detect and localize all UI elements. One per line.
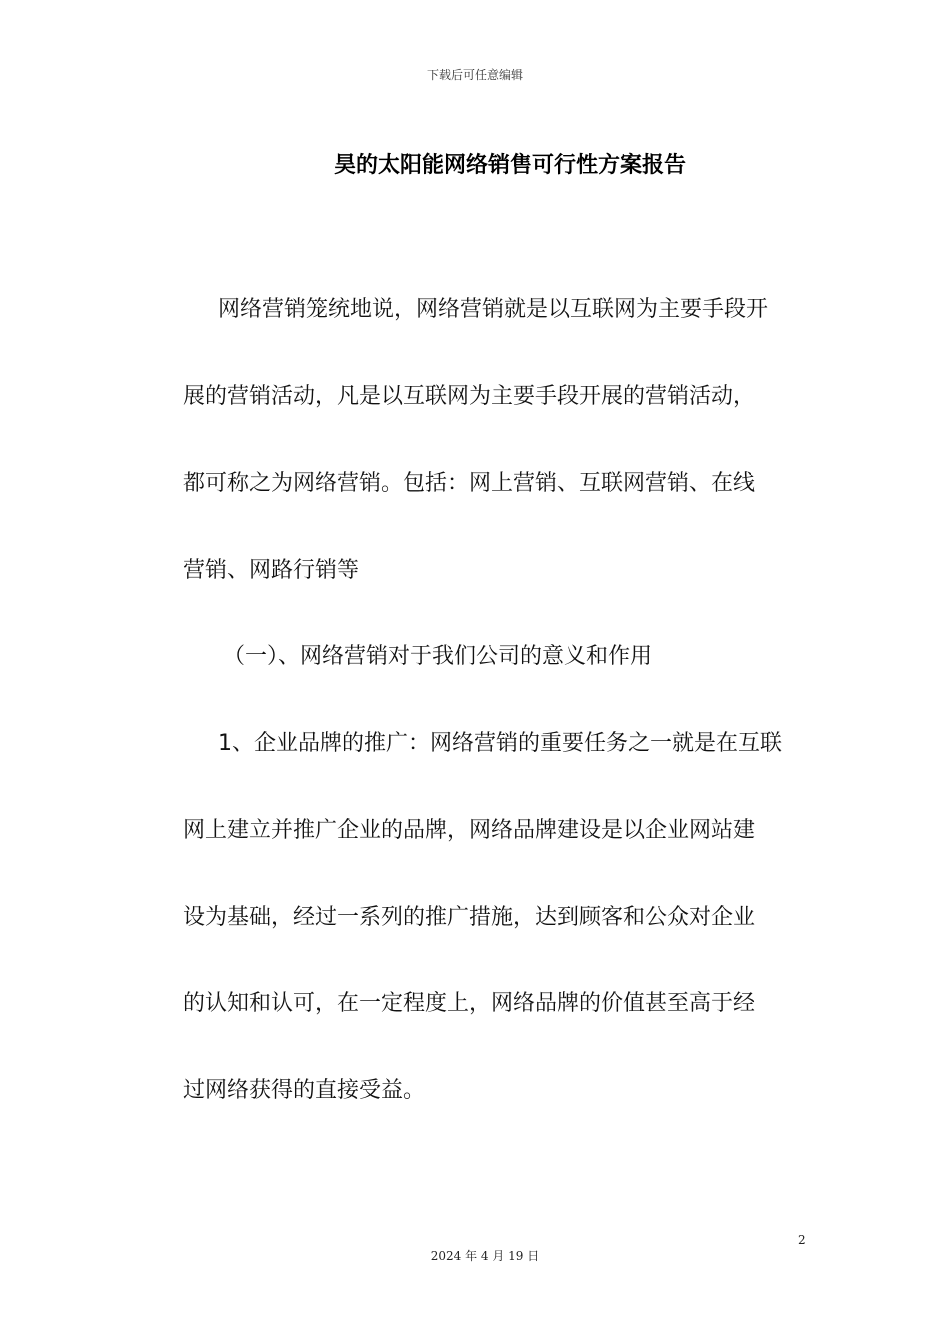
footer-date: 2024 年 4 月 19 日	[430, 1249, 540, 1263]
page-number: 2	[798, 1233, 806, 1247]
paragraph-line-5: 1、企业品牌的推广：网络营销的重要任务之一就是在互联	[218, 731, 782, 756]
paragraph-line-8: 的认知和认可，在一定程度上，网络品牌的价值甚至高于经	[183, 991, 756, 1016]
page-header: 下载后可任意编辑	[426, 68, 523, 82]
paragraph-line-7: 设为基础，经过一系列的推广措施，达到顾客和公众对企业	[183, 905, 756, 930]
paragraph-line-9: 过网络获得的直接受益。	[183, 1078, 426, 1103]
paragraph-line-1: 网络营销笼统地说，网络营销就是以互联网为主要手段开	[218, 297, 769, 322]
section-heading: （一）、网络营销对于我们公司的意义和作用	[223, 644, 653, 669]
paragraph-line-3: 都可称之为网络营销。包括：网上营销、互联网营销、在线	[183, 471, 756, 496]
document-title: 昊的太阳能网络销售可行性方案报告	[333, 153, 686, 178]
paragraph-line-4: 营销、网路行销等	[183, 558, 360, 583]
paragraph-line-2: 展的营销活动，凡是以互联网为主要手段开展的营销活动，	[183, 384, 756, 409]
paragraph-line-6: 网上建立并推广企业的品牌，网络品牌建设是以企业网站建	[183, 818, 756, 843]
